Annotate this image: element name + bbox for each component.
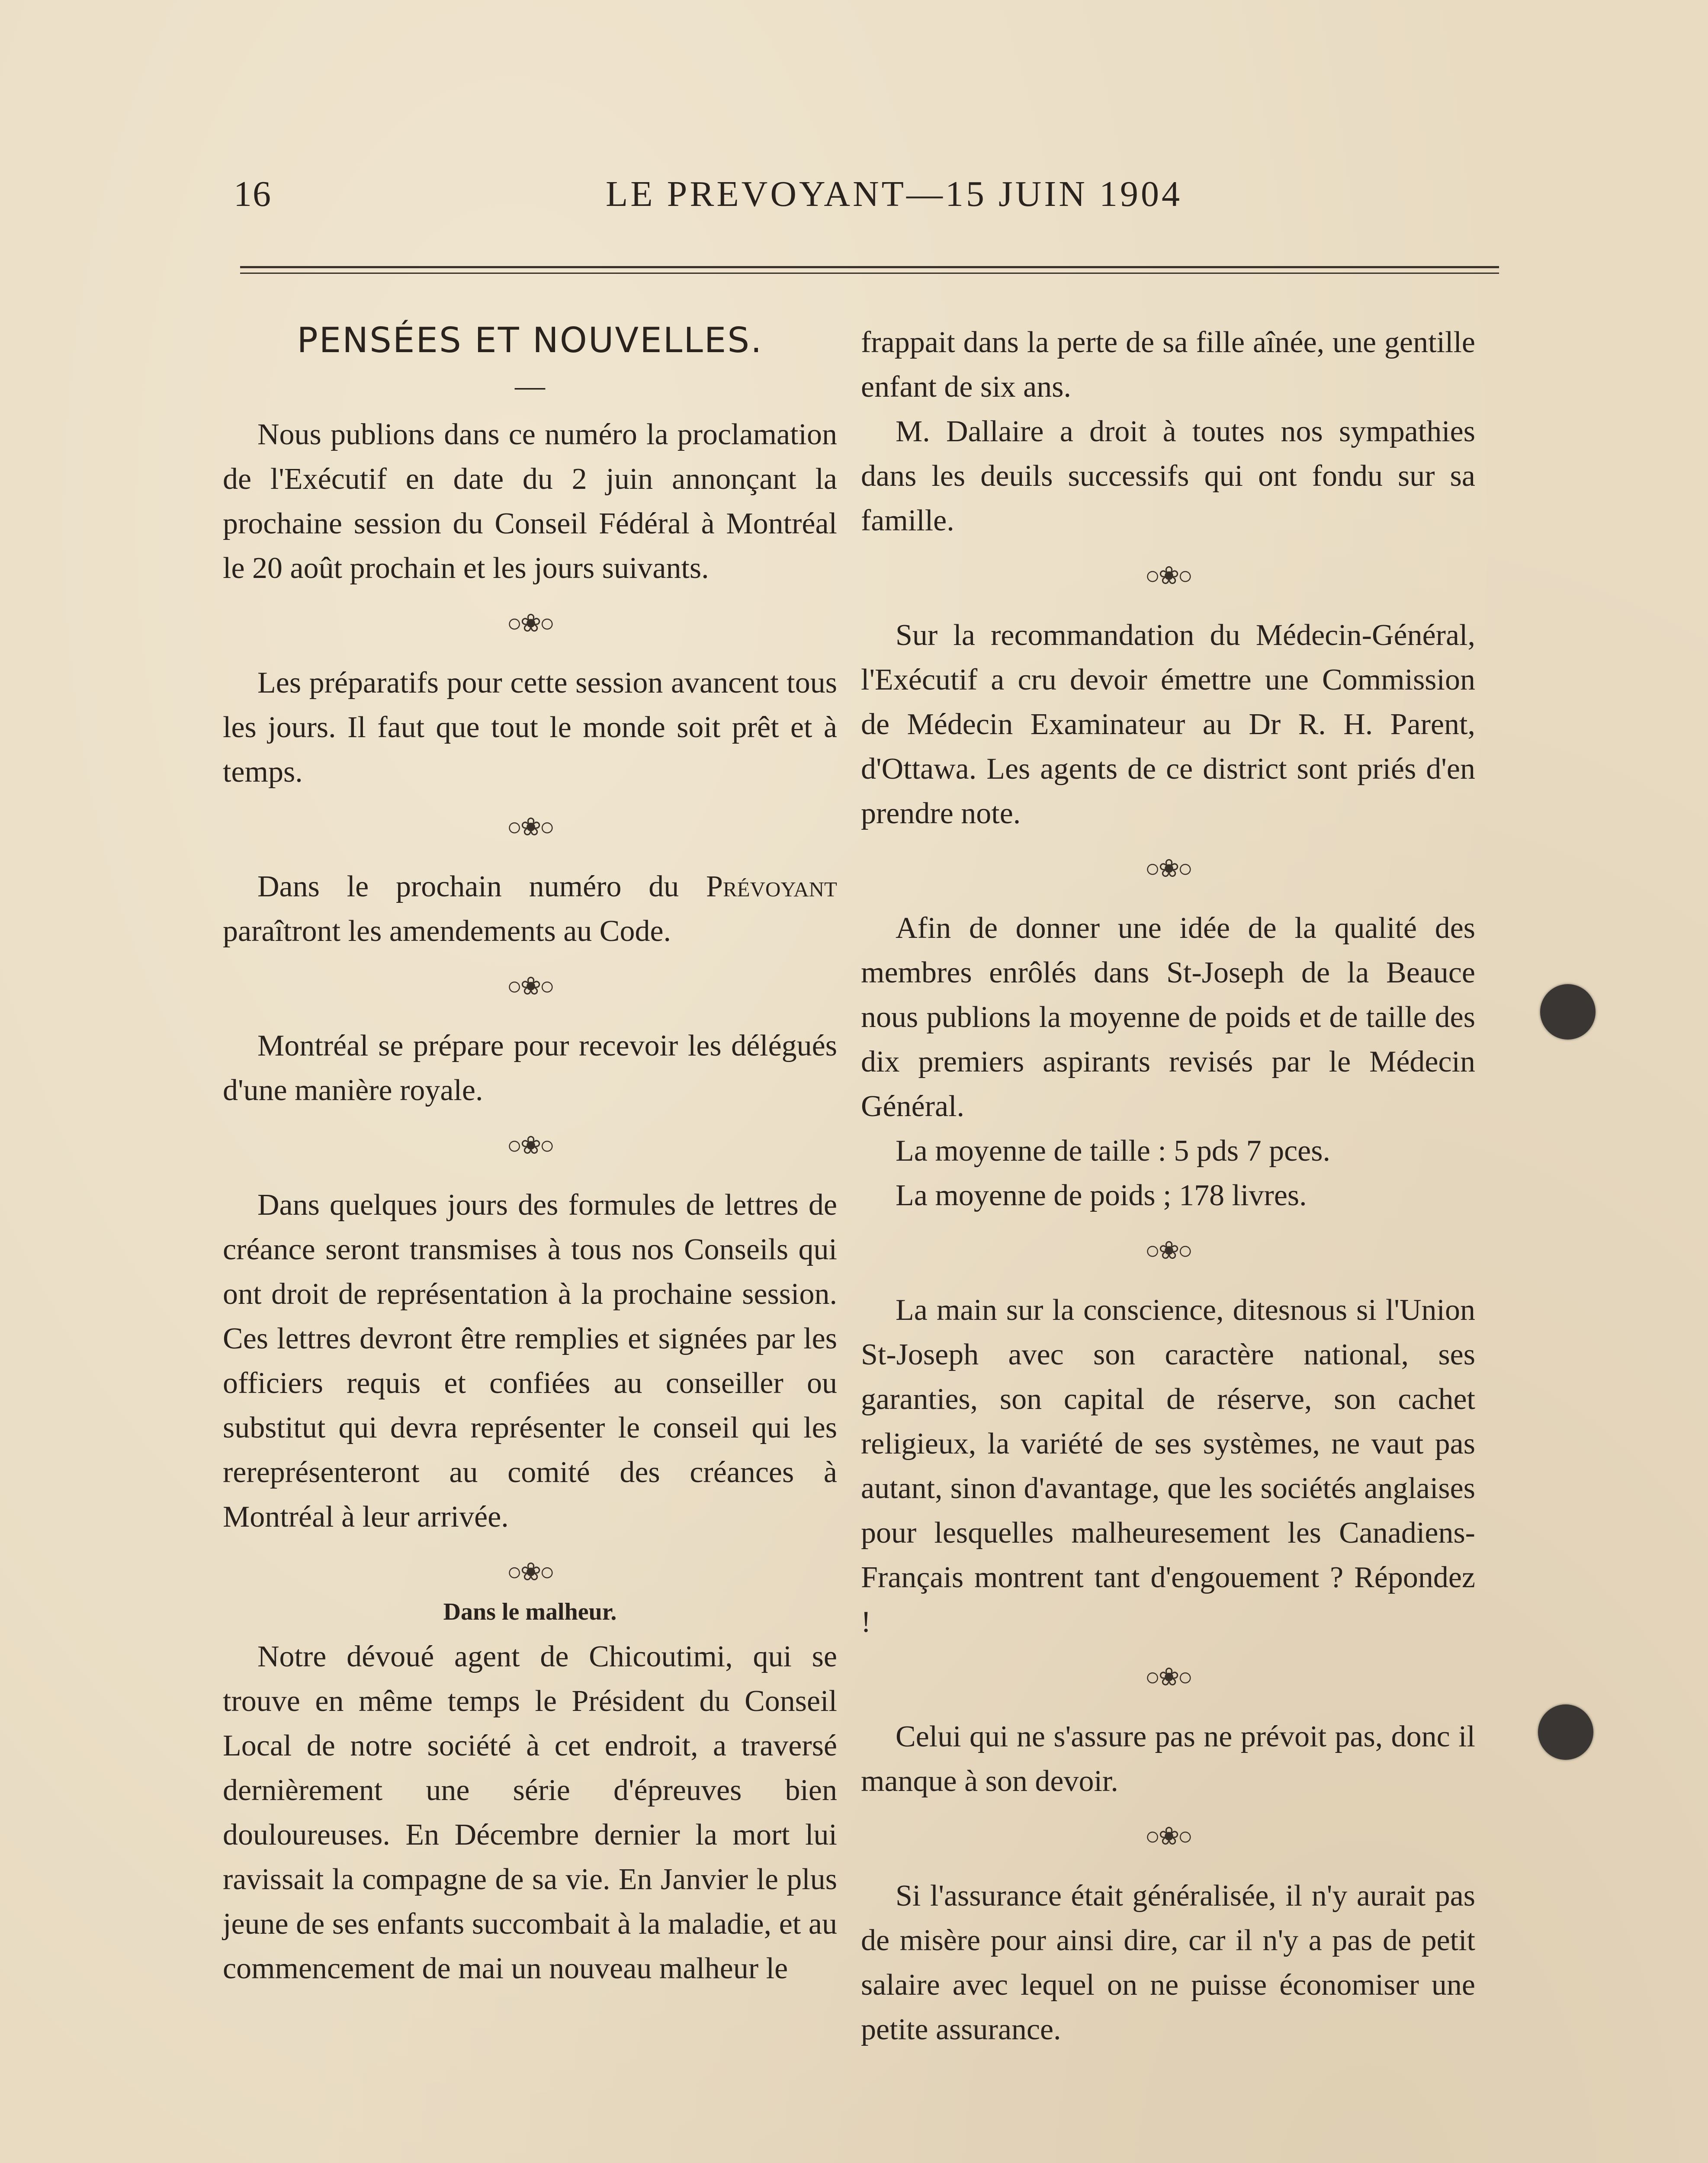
ornament-divider: ○❀○ xyxy=(1145,1663,1191,1691)
right-column xyxy=(861,320,1475,2052)
binding-hole xyxy=(1540,984,1596,1040)
ornament-divider: ○❀○ xyxy=(507,1558,553,1586)
left-column xyxy=(223,320,837,1991)
title-dash: — xyxy=(515,369,545,403)
paragraph-poids: La moyenne de poids ; 178 livres. xyxy=(896,1179,1307,1212)
paragraph-continuation: frappait dans la perte de sa fille aînée, une gentille enfant de six ans. xyxy=(861,326,1475,404)
header-rule-thin xyxy=(240,273,1499,274)
page-number: 16 xyxy=(234,174,272,214)
ornament-divider: ○❀○ xyxy=(1145,562,1191,590)
subheading-malheur: Dans le malheur. xyxy=(443,1598,617,1625)
paragraph-chicoutimi: Notre dévoué agent de Chicoutimi, qui se trouve en même temps le Président du Conseil Local de notre société à cet endroit, a traversé dernièrement une série d'épreuves bien douloureuses. En Décembre dernier la mort lui ravissait la compagne de sa vie. En Janvier le plus jeune de ses enfants succombait à la maladie, et au commencement de mai un nouveau malheur le xyxy=(223,1640,837,1985)
binding-hole xyxy=(1538,1704,1593,1760)
ornament-divider: ○❀○ xyxy=(1145,1236,1191,1264)
running-head: LE PREVOYANT—15 JUIN 1904 xyxy=(606,174,1182,214)
paragraph-commission: Sur la recommandation du Médecin-Général, l'Exécutif a cru devoir émettre une Commission de Médecin Examinateur au Dr R. H. Parent, d'Ottawa. Les agents de ce district sont priés d'en prendre note. xyxy=(861,619,1475,830)
paragraph-preparatifs: Les préparatifs pour cette session avancent tous les jours. Il faut que tout le monde soit prêt et à temps. xyxy=(223,666,837,789)
paragraph-conscience: La main sur la conscience, ditesnous si l'Union St-Joseph avec son caractère national, ses garanties, son capital de réserve, son cachet religieux, la variété de ses systèmes, ne vaut pas autant, sinon d'avantage, que les sociétés anglaises pour lesquelles malheuresement les Canadiens-Français montrent tant d'engouement ? Répondez ! xyxy=(861,1293,1475,1639)
page-header xyxy=(234,173,1531,225)
paragraph-lettres-creance: Dans quelques jours des formules de lettres de créance seront transmises à tous nos Conseils qui ont droit de représentation à la prochaine session. Ces lettres devront être remplies et signées par les officiers requis et confiées au conseiller ou substitut qui devra représenter le conseil qui les rereprésenteront au comité des créances à Montréal à leur arrivée. xyxy=(223,1188,837,1534)
paragraph-dallaire: M. Dallaire a droit à toutes nos sympathies dans les deuils successifs qui ont fondu sur sa famille. xyxy=(861,415,1475,537)
ornament-divider: ○❀○ xyxy=(507,609,553,637)
paragraph-montreal: Montréal se prépare pour recevoir les délégués d'une manière royale. xyxy=(223,1029,837,1107)
paragraph-beauce: Afin de donner une idée de la qualité des membres enrôlés dans St-Joseph de la Beauce nous publions la moyenne de poids et de taille des dix premiers aspirants revisés par le Médecin Général. xyxy=(861,911,1475,1123)
ornament-divider: ○❀○ xyxy=(507,972,553,1000)
paragraph-amendements-text-a: Dans le prochain numéro du xyxy=(257,870,706,903)
ornament-divider: ○❀○ xyxy=(1145,1822,1191,1850)
paragraph-amendements-text-b: paraîtront les amendements au Code. xyxy=(223,915,671,948)
paragraph-proclamation: Nous publions dans ce numéro la proclamation de l'Exécutif en date du 2 juin annonçant la prochaine session du Conseil Fédéral à Montréal le 20 août prochain et les jours suivants. xyxy=(223,418,837,585)
paragraph-assurance: Si l'assurance était généralisée, il n'y aurait pas de misère pour ainsi dire, car il n'y a pas de petit salaire avec lequel on ne puisse économiser une petite assurance. xyxy=(861,1879,1475,2046)
journal-name: Prévoyant xyxy=(706,870,837,903)
ornament-divider: ○❀○ xyxy=(507,813,553,841)
paragraph-amendements xyxy=(223,864,837,953)
ornament-divider: ○❀○ xyxy=(507,1131,553,1159)
paragraph-taille: La moyenne de taille : 5 pds 7 pces. xyxy=(896,1134,1330,1168)
ornament-divider: ○❀○ xyxy=(1145,854,1191,883)
paragraph-prevoit: Celui qui ne s'assure pas ne prévoit pas, donc il manque à son devoir. xyxy=(861,1720,1475,1798)
header-rule-thick xyxy=(240,266,1499,268)
section-title: PENSÉES ET NOUVELLES. xyxy=(297,320,763,360)
